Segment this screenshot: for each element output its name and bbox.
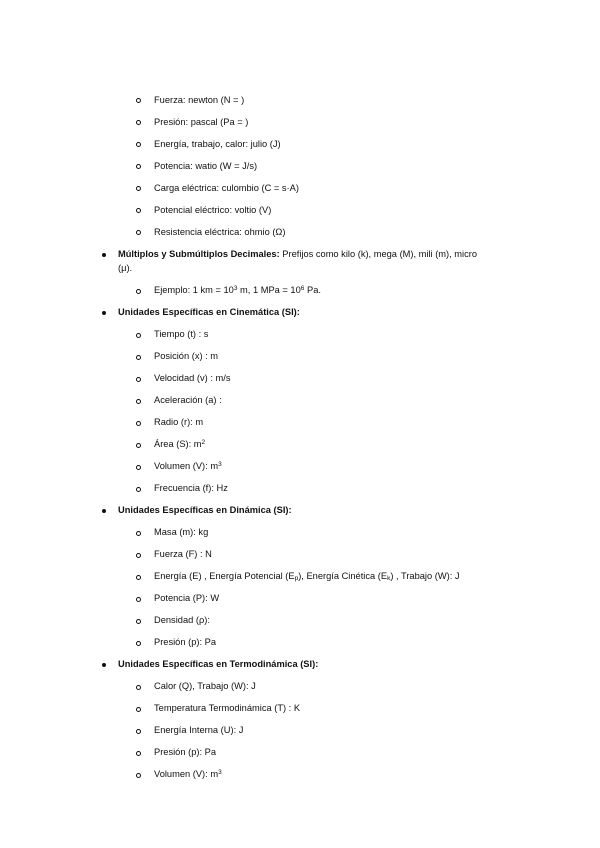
list-bullet <box>136 333 141 338</box>
list-item: Presión (p): Pa <box>154 637 217 647</box>
subscript: k <box>387 575 391 582</box>
list-item: Posición (x) : m <box>154 351 219 361</box>
list-item <box>154 284 321 296</box>
list-item: Potencial eléctrico: voltio (V) <box>154 205 272 215</box>
list-item: Calor (Q), Trabajo (W): J <box>154 681 256 691</box>
list-bullet <box>136 355 141 360</box>
example-text: Pa. <box>304 285 321 295</box>
section-heading: Unidades Específicas en Cinemática (SI): <box>118 307 300 317</box>
exponent: 2 <box>201 439 206 446</box>
list-bullet <box>136 751 141 756</box>
list-item: Fuerza (F) : N <box>154 549 212 559</box>
list-bullet <box>136 289 141 294</box>
list-bullet <box>136 685 141 690</box>
list-item: Masa (m): kg <box>154 527 209 537</box>
list-bullet <box>136 575 141 580</box>
list-bullet <box>136 98 141 103</box>
list-bullet <box>136 729 141 734</box>
item-text: Volumen (V): m <box>154 461 219 471</box>
list-item: Energía, trabajo, calor: julio (J) <box>154 139 281 149</box>
list-item: Energía Interna (U): J <box>154 725 244 735</box>
list-bullet <box>102 509 106 513</box>
item-text: Volumen (V): m <box>154 769 219 779</box>
list-bullet <box>102 311 106 315</box>
list-item: Radio (r): m <box>154 417 204 427</box>
list-item: Resistencia eléctrica: ohmio (Ω) <box>154 227 286 237</box>
list-bullet <box>136 553 141 558</box>
list-item: Tiempo (t) : s <box>154 329 209 339</box>
list-item: Presión: pascal (Pa = ) <box>154 117 249 127</box>
list-item <box>154 438 205 450</box>
section-heading: Múltiplos y Submúltiplos Decimales: <box>118 249 280 259</box>
item-text: Energía (E) , Energía Potencial (E <box>154 571 295 581</box>
list-bullet <box>136 230 141 235</box>
list-item: Potencia (P): W <box>154 593 220 603</box>
list-bullet <box>136 120 141 125</box>
list-bullet <box>136 377 141 382</box>
example-text: Ejemplo: 1 km = 10 <box>154 285 234 295</box>
section-heading: Unidades Específicas en Termodinámica (SI): <box>118 659 319 669</box>
list-item: Carga eléctrica: culombio (C = s·A) <box>154 183 299 193</box>
list-bullet <box>102 663 106 667</box>
list-bullet <box>136 487 141 492</box>
list-item <box>154 570 460 582</box>
list-item: Presión (p): Pa <box>154 747 217 757</box>
item-text: ) , Trabajo (W): J <box>390 571 460 581</box>
list-bullet <box>102 253 106 257</box>
exponent: 6 <box>300 285 305 292</box>
list-bullet <box>136 597 141 602</box>
list-bullet <box>136 707 141 712</box>
list-bullet <box>136 142 141 147</box>
list-bullet <box>136 443 141 448</box>
list-item: Aceleración (a) : <box>154 395 222 405</box>
list-item: Frecuencia (f): Hz <box>154 483 228 493</box>
list-bullet <box>136 619 141 624</box>
subscript: p <box>294 575 299 582</box>
list-item: Fuerza: newton (N = ) <box>154 95 245 105</box>
list-item: Densidad (ρ): <box>154 615 210 625</box>
list-item: Velocidad (v) : m/s <box>154 373 231 383</box>
paragraph-text: (μ). <box>118 263 133 273</box>
item-text: ), Energía Cinética (E <box>298 571 388 581</box>
list-bullet <box>136 186 141 191</box>
example-text: m, 1 MPa = 10 <box>237 285 301 295</box>
list-item <box>154 460 222 472</box>
list-bullet <box>136 421 141 426</box>
list-bullet <box>136 773 141 778</box>
list-bullet <box>136 399 141 404</box>
list-item: Potencia: watio (W = J/s) <box>154 161 258 171</box>
list-bullet <box>136 164 141 169</box>
exponent: 3 <box>233 285 238 292</box>
list-item: Temperatura Termodinámica (T) : K <box>154 703 301 713</box>
list-bullet <box>136 641 141 646</box>
paragraph-text: Prefijos como kilo (k), mega (M), mili (m), micro <box>279 249 478 259</box>
section-heading: Unidades Específicas en Dinámica (SI): <box>118 505 292 515</box>
exponent: 3 <box>218 769 222 776</box>
item-text: Área (S): m <box>154 439 202 449</box>
exponent: 3 <box>218 461 222 468</box>
list-bullet <box>136 465 141 470</box>
list-item <box>154 768 222 780</box>
list-item <box>118 248 477 260</box>
list-bullet <box>136 531 141 536</box>
list-bullet <box>136 208 141 213</box>
